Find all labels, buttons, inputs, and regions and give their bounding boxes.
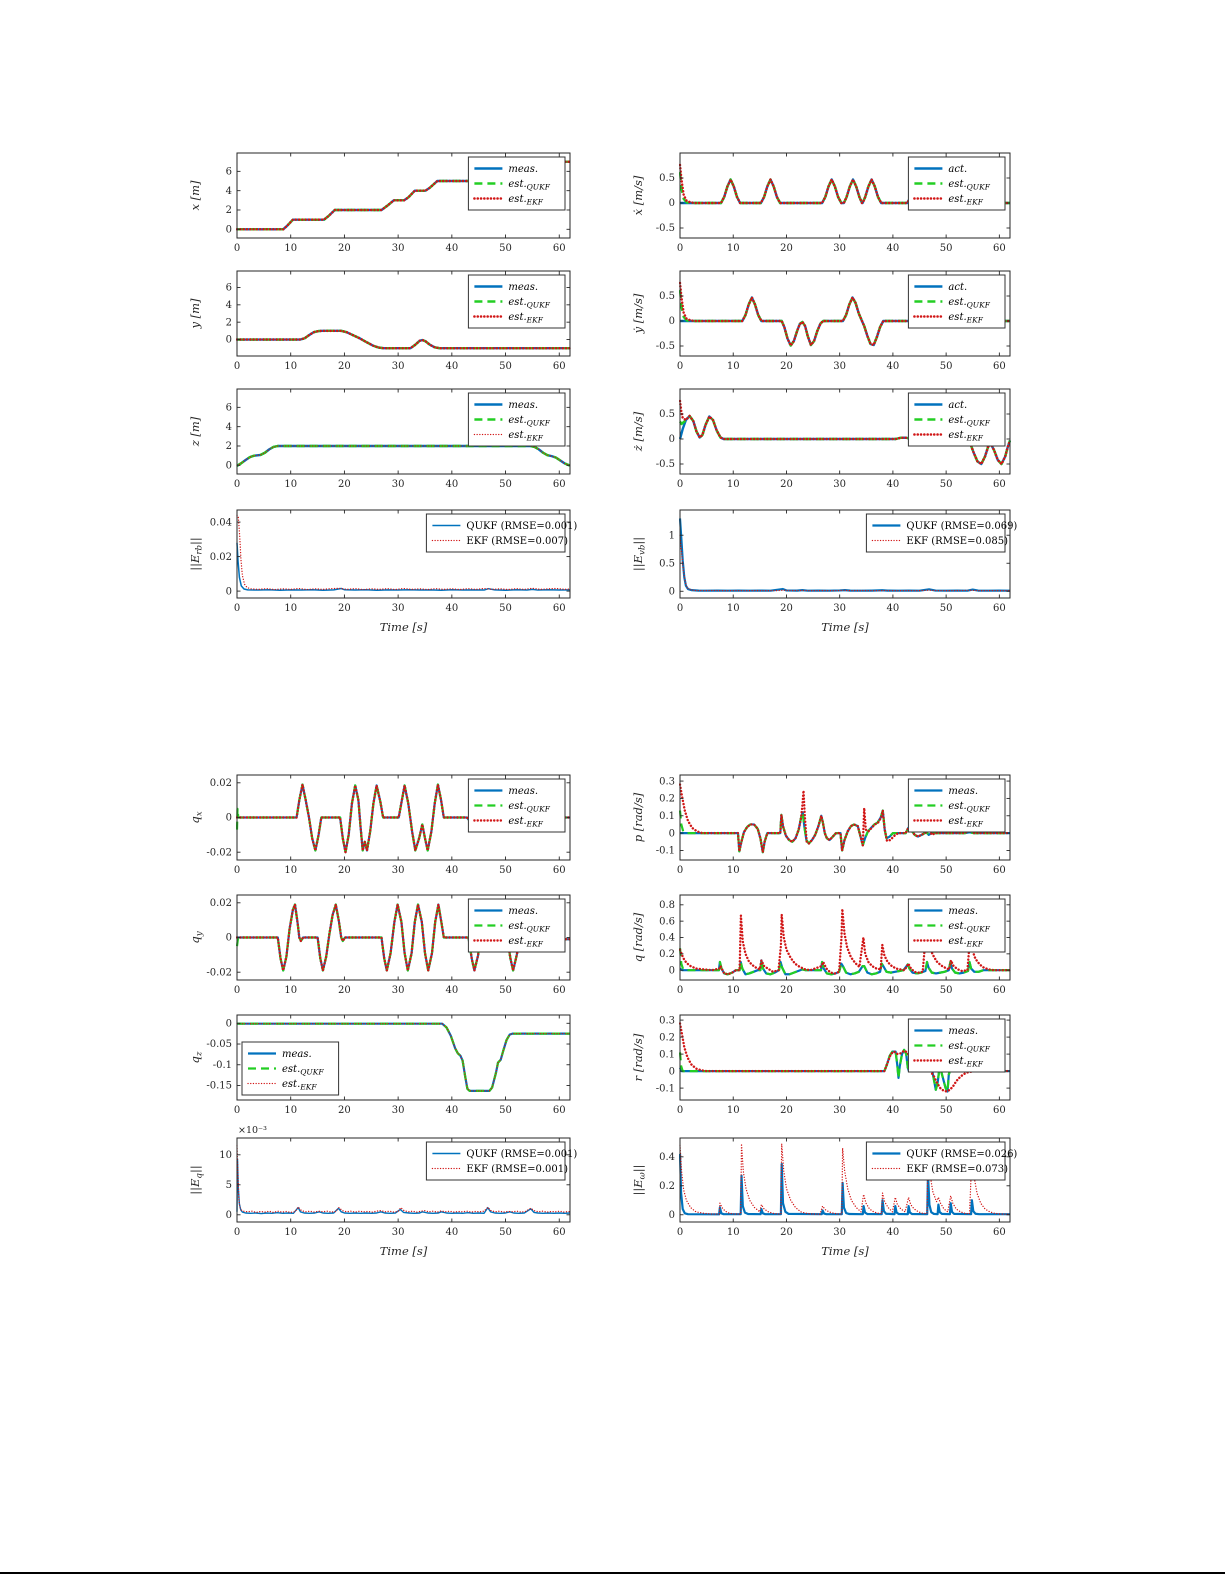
legend <box>426 1142 577 1180</box>
svg-text:10: 10 <box>726 479 740 490</box>
legend <box>468 157 565 210</box>
svg-text:0.5: 0.5 <box>659 558 675 570</box>
legend-label-meas: meas. <box>948 905 979 917</box>
legend-label-act: act. <box>948 163 968 175</box>
svg-text:0.2: 0.2 <box>659 949 675 961</box>
svg-text:60: 60 <box>992 479 1006 490</box>
svg-text:40: 40 <box>445 603 459 614</box>
legend <box>908 779 1005 832</box>
y-axis-label: $||E_{rb}||$ <box>188 537 205 571</box>
svg-text:10: 10 <box>284 603 298 614</box>
svg-text:30: 30 <box>391 243 405 254</box>
svg-text:0: 0 <box>225 224 232 236</box>
svg-text:50: 50 <box>499 865 512 876</box>
y-axis-label: p [rad/s] <box>631 792 645 843</box>
y-axis-label: y [m] <box>188 298 202 329</box>
svg-text:1: 1 <box>668 530 675 542</box>
legend-label-est_ekf: $est._{EKF}$ <box>948 193 983 207</box>
chart-canvas-position-error <box>180 488 584 642</box>
svg-text:-0.5: -0.5 <box>655 459 675 471</box>
svg-text:0: 0 <box>233 1227 241 1238</box>
legend <box>908 1019 1005 1072</box>
svg-text:20: 20 <box>780 479 793 490</box>
y-axis-label: $||E_{vb}||$ <box>631 536 648 572</box>
y-axis-label: $q_z$ <box>188 1051 205 1064</box>
svg-text:0.3: 0.3 <box>659 776 675 788</box>
svg-text:40: 40 <box>445 985 459 996</box>
svg-text:-0.5: -0.5 <box>655 223 675 235</box>
legend <box>468 393 565 446</box>
svg-text:20: 20 <box>780 1227 793 1238</box>
legend-label-meas: meas. <box>508 163 539 175</box>
legend-label-meas: meas. <box>948 1025 979 1037</box>
svg-text:0: 0 <box>225 812 232 824</box>
legend <box>908 275 1005 328</box>
legend <box>468 275 565 328</box>
legend-label-qukf: QUKF (RMSE=0.026) <box>906 1148 1018 1160</box>
svg-text:0.6: 0.6 <box>659 916 675 928</box>
svg-text:50: 50 <box>499 361 512 372</box>
svg-text:20: 20 <box>338 361 351 372</box>
svg-text:40: 40 <box>886 479 900 490</box>
svg-text:-0.02: -0.02 <box>206 967 232 979</box>
chart-canvas-quaternion-error <box>180 1116 584 1266</box>
legend <box>908 157 1005 210</box>
legend-label-qukf: QUKF (RMSE=0.069) <box>906 520 1018 532</box>
legend-label-est_qukf: $est._{QUKF}$ <box>948 296 990 310</box>
svg-text:20: 20 <box>780 243 793 254</box>
svg-text:-0.15: -0.15 <box>206 1080 232 1092</box>
y-axis-label: $q_x$ <box>188 811 205 824</box>
svg-text:60: 60 <box>992 865 1006 876</box>
svg-text:0: 0 <box>676 603 684 614</box>
svg-text:-0.02: -0.02 <box>206 847 232 859</box>
svg-text:50: 50 <box>939 243 953 254</box>
legend-label-qukf: QUKF (RMSE=0.001) <box>466 1148 578 1160</box>
svg-text:-0.1: -0.1 <box>212 1059 232 1071</box>
legend-label-est_qukf: $est._{QUKF}$ <box>948 1040 990 1054</box>
svg-text:0: 0 <box>676 1227 684 1238</box>
svg-text:30: 30 <box>391 479 405 490</box>
svg-text:0.3: 0.3 <box>659 1015 675 1027</box>
svg-text:6: 6 <box>225 402 232 414</box>
figure-panel-rate-error <box>623 1116 1024 1266</box>
svg-text:30: 30 <box>833 243 847 254</box>
x-axis-label: Time [s] <box>821 1244 869 1258</box>
legend-label-est_ekf: $est._{EKF}$ <box>508 935 543 949</box>
svg-text:10: 10 <box>726 985 740 996</box>
y-axis-label: ż [m/s] <box>631 411 645 452</box>
svg-text:50: 50 <box>499 985 512 996</box>
svg-text:6: 6 <box>225 282 232 294</box>
svg-text:2: 2 <box>225 441 232 453</box>
svg-text:10: 10 <box>284 1227 298 1238</box>
x-axis-label: Time [s] <box>821 620 869 634</box>
svg-text:20: 20 <box>780 603 793 614</box>
svg-text:60: 60 <box>992 1105 1006 1116</box>
svg-text:50: 50 <box>499 603 512 614</box>
svg-text:0: 0 <box>233 603 241 614</box>
y-axis-label: r [rad/s] <box>631 1033 645 1082</box>
svg-text:50: 50 <box>939 985 953 996</box>
svg-text:40: 40 <box>886 985 900 996</box>
svg-text:50: 50 <box>939 361 953 372</box>
svg-text:20: 20 <box>338 865 351 876</box>
legend <box>468 899 565 952</box>
legend-label-meas: meas. <box>508 281 539 293</box>
axis-exponent-label: ×10⁻³ <box>238 1125 267 1136</box>
svg-text:20: 20 <box>780 865 793 876</box>
svg-text:0: 0 <box>676 1105 684 1116</box>
legend <box>908 393 1005 446</box>
svg-text:0: 0 <box>225 1210 232 1221</box>
legend-label-act: act. <box>948 281 968 293</box>
y-axis-label: $||E_\omega||$ <box>631 1164 648 1196</box>
svg-text:20: 20 <box>338 243 351 254</box>
svg-text:40: 40 <box>886 1227 900 1238</box>
svg-text:30: 30 <box>391 985 405 996</box>
chart-canvas-velocity-error <box>623 488 1024 642</box>
svg-text:4: 4 <box>225 421 232 433</box>
svg-text:0: 0 <box>668 828 675 840</box>
svg-text:0: 0 <box>676 361 684 372</box>
svg-text:40: 40 <box>445 1227 459 1238</box>
svg-text:40: 40 <box>886 865 900 876</box>
legend-label-est_qukf: $est._{QUKF}$ <box>948 414 990 428</box>
svg-text:0.04: 0.04 <box>209 517 232 529</box>
svg-text:30: 30 <box>833 603 847 614</box>
svg-text:60: 60 <box>552 985 566 996</box>
legend-label-ekf: EKF (RMSE=0.085) <box>906 535 1009 547</box>
svg-text:5: 5 <box>225 1180 232 1191</box>
svg-text:60: 60 <box>552 243 566 254</box>
x-axis-label: Time [s] <box>379 1244 428 1258</box>
svg-text:10: 10 <box>726 1227 740 1238</box>
legend-label-est_qukf: $est._{QUKF}$ <box>948 178 990 192</box>
svg-text:50: 50 <box>939 603 953 614</box>
legend-label-est_qukf: $est._{QUKF}$ <box>508 296 550 310</box>
svg-text:40: 40 <box>886 361 900 372</box>
svg-text:0.2: 0.2 <box>659 793 675 805</box>
svg-text:0.02: 0.02 <box>209 898 232 910</box>
legend-label-est_ekf: $est._{EKF}$ <box>508 429 543 443</box>
legend-label-est_ekf: $est._{EKF}$ <box>948 311 983 325</box>
svg-text:10: 10 <box>726 243 740 254</box>
svg-text:0.5: 0.5 <box>659 409 675 421</box>
svg-text:10: 10 <box>726 361 740 372</box>
svg-text:0: 0 <box>233 243 241 254</box>
legend-label-meas: meas. <box>508 399 539 411</box>
svg-text:50: 50 <box>499 1227 512 1238</box>
legend-label-est_qukf: $est._{QUKF}$ <box>508 920 550 934</box>
svg-text:4: 4 <box>225 300 232 312</box>
svg-text:20: 20 <box>780 361 793 372</box>
svg-text:40: 40 <box>886 1105 900 1116</box>
svg-text:0: 0 <box>668 586 675 598</box>
svg-text:30: 30 <box>391 1227 405 1238</box>
svg-text:0.2: 0.2 <box>659 1032 675 1044</box>
legend-label-est_ekf: $est._{EKF}$ <box>948 429 983 443</box>
legend-label-est_ekf: $est._{EKF}$ <box>948 1055 983 1069</box>
svg-text:10: 10 <box>219 1150 232 1161</box>
svg-text:0: 0 <box>233 1105 241 1116</box>
chart-canvas-rate-error <box>623 1116 1024 1266</box>
svg-text:20: 20 <box>780 1105 793 1116</box>
svg-text:0.02: 0.02 <box>209 778 232 790</box>
svg-text:0: 0 <box>668 1066 675 1078</box>
legend <box>866 514 1017 552</box>
svg-text:0: 0 <box>225 1018 232 1030</box>
svg-text:40: 40 <box>445 1105 459 1116</box>
svg-text:20: 20 <box>338 603 351 614</box>
svg-text:20: 20 <box>338 1105 351 1116</box>
svg-text:0.1: 0.1 <box>659 810 675 822</box>
svg-text:60: 60 <box>552 865 566 876</box>
svg-text:0: 0 <box>668 198 675 210</box>
legend-label-est_ekf: $est._{EKF}$ <box>948 815 983 829</box>
legend-label-meas: meas. <box>282 1048 312 1060</box>
svg-text:50: 50 <box>939 1227 953 1238</box>
svg-text:0: 0 <box>225 334 232 346</box>
legend <box>866 1142 1017 1180</box>
legend-label-est_ekf: $est._{EKF}$ <box>508 815 543 829</box>
svg-text:2: 2 <box>225 205 232 217</box>
svg-text:40: 40 <box>445 361 459 372</box>
svg-text:0.2: 0.2 <box>659 1180 675 1192</box>
legend-label-est_ekf: $est._{EKF}$ <box>508 311 543 325</box>
y-axis-label: $||E_q||$ <box>188 1165 205 1195</box>
svg-text:60: 60 <box>552 603 566 614</box>
svg-text:60: 60 <box>992 1227 1006 1238</box>
legend-label-ekf: EKF (RMSE=0.001) <box>466 1163 569 1175</box>
legend-label-ekf: EKF (RMSE=0.007) <box>466 535 569 547</box>
page-bottom-rule <box>0 1572 1225 1574</box>
legend-label-meas: meas. <box>508 785 539 797</box>
svg-text:50: 50 <box>499 479 512 490</box>
svg-text:0.02: 0.02 <box>209 551 232 563</box>
svg-text:30: 30 <box>391 361 405 372</box>
legend-label-qukf: QUKF (RMSE=0.001) <box>466 520 578 532</box>
svg-text:30: 30 <box>391 1105 405 1116</box>
svg-text:-0.1: -0.1 <box>655 1083 675 1095</box>
svg-text:4: 4 <box>225 185 232 197</box>
svg-text:0.1: 0.1 <box>659 1049 675 1061</box>
svg-text:50: 50 <box>939 865 953 876</box>
svg-text:2: 2 <box>225 317 232 329</box>
legend <box>908 899 1005 952</box>
legend-label-est_qukf: $est._{QUKF}$ <box>508 414 550 428</box>
svg-text:60: 60 <box>552 361 566 372</box>
svg-text:10: 10 <box>726 1105 740 1116</box>
svg-text:20: 20 <box>338 1227 351 1238</box>
svg-text:0.4: 0.4 <box>659 932 675 944</box>
svg-text:10: 10 <box>284 243 298 254</box>
legend <box>242 1042 339 1095</box>
svg-text:10: 10 <box>284 985 298 996</box>
legend-label-est_ekf: $est._{EKF}$ <box>282 1078 317 1092</box>
y-axis-label: $q_y$ <box>188 931 205 944</box>
svg-text:60: 60 <box>552 1227 566 1238</box>
svg-text:30: 30 <box>833 361 847 372</box>
svg-text:40: 40 <box>886 603 900 614</box>
svg-text:60: 60 <box>992 361 1006 372</box>
legend-label-ekf: EKF (RMSE=0.073) <box>906 1163 1009 1175</box>
svg-text:20: 20 <box>338 479 351 490</box>
svg-text:0: 0 <box>225 460 232 472</box>
legend-label-est_qukf: $est._{QUKF}$ <box>508 178 550 192</box>
svg-text:0.4: 0.4 <box>659 1152 675 1164</box>
svg-text:0: 0 <box>668 316 675 328</box>
legend-label-est_qukf: $est._{QUKF}$ <box>948 800 990 814</box>
svg-text:30: 30 <box>391 865 405 876</box>
svg-text:30: 30 <box>833 479 847 490</box>
svg-text:-0.5: -0.5 <box>655 341 675 353</box>
svg-text:30: 30 <box>833 985 847 996</box>
legend-label-meas: meas. <box>948 785 979 797</box>
svg-text:50: 50 <box>939 1105 953 1116</box>
svg-text:60: 60 <box>552 1105 566 1116</box>
svg-text:40: 40 <box>886 243 900 254</box>
svg-text:10: 10 <box>726 603 740 614</box>
legend-label-est_qukf: $est._{QUKF}$ <box>508 800 550 814</box>
svg-text:30: 30 <box>833 1227 847 1238</box>
svg-text:0: 0 <box>668 965 675 977</box>
svg-text:20: 20 <box>780 985 793 996</box>
svg-text:0.5: 0.5 <box>659 173 675 185</box>
legend-label-est_qukf: $est._{QUKF}$ <box>948 920 990 934</box>
svg-text:50: 50 <box>499 1105 512 1116</box>
svg-text:30: 30 <box>833 1105 847 1116</box>
legend-label-est_ekf: $est._{EKF}$ <box>948 935 983 949</box>
svg-text:0: 0 <box>676 479 684 490</box>
y-axis-label: q [rad/s] <box>631 912 645 963</box>
svg-text:0: 0 <box>233 865 241 876</box>
svg-text:30: 30 <box>391 603 405 614</box>
svg-text:60: 60 <box>992 985 1006 996</box>
svg-text:10: 10 <box>284 479 298 490</box>
svg-text:50: 50 <box>939 479 953 490</box>
svg-text:10: 10 <box>726 865 740 876</box>
svg-text:60: 60 <box>552 479 566 490</box>
svg-text:30: 30 <box>833 865 847 876</box>
y-axis-label: ẋ [m/s] <box>631 175 645 216</box>
x-axis-label: Time [s] <box>379 620 428 634</box>
svg-text:0: 0 <box>233 985 241 996</box>
svg-text:0.8: 0.8 <box>659 900 675 912</box>
svg-text:-0.05: -0.05 <box>206 1039 232 1051</box>
svg-text:10: 10 <box>284 865 298 876</box>
svg-text:0: 0 <box>225 586 232 598</box>
svg-text:0: 0 <box>233 361 241 372</box>
svg-text:0: 0 <box>676 985 684 996</box>
svg-text:40: 40 <box>445 479 459 490</box>
svg-text:0.5: 0.5 <box>659 291 675 303</box>
svg-text:0: 0 <box>233 479 241 490</box>
svg-text:0: 0 <box>676 865 684 876</box>
legend-label-act: act. <box>948 399 968 411</box>
svg-text:0: 0 <box>668 1209 675 1221</box>
legend-label-est_ekf: $est._{EKF}$ <box>508 193 543 207</box>
svg-text:20: 20 <box>338 985 351 996</box>
svg-text:0: 0 <box>676 243 684 254</box>
y-axis-label: z [m] <box>188 416 202 447</box>
legend-label-est_qukf: $est._{QUKF}$ <box>282 1063 324 1077</box>
svg-text:0: 0 <box>668 434 675 446</box>
legend <box>426 514 577 552</box>
svg-text:50: 50 <box>499 243 512 254</box>
svg-text:-0.1: -0.1 <box>655 845 675 857</box>
y-axis-label: ẏ [m/s] <box>631 293 645 334</box>
svg-text:60: 60 <box>992 603 1006 614</box>
svg-text:10: 10 <box>284 1105 298 1116</box>
figure-panel-position-error <box>180 488 584 642</box>
legend-label-meas: meas. <box>508 905 539 917</box>
svg-text:6: 6 <box>225 166 232 178</box>
figure-panel-velocity-error <box>623 488 1024 642</box>
legend <box>468 779 565 832</box>
y-axis-label: x [m] <box>188 180 202 211</box>
figure-panel-quaternion-error <box>180 1116 584 1266</box>
svg-text:0: 0 <box>225 932 232 944</box>
svg-text:60: 60 <box>992 243 1006 254</box>
svg-text:40: 40 <box>445 865 459 876</box>
svg-text:10: 10 <box>284 361 298 372</box>
svg-text:40: 40 <box>445 243 459 254</box>
